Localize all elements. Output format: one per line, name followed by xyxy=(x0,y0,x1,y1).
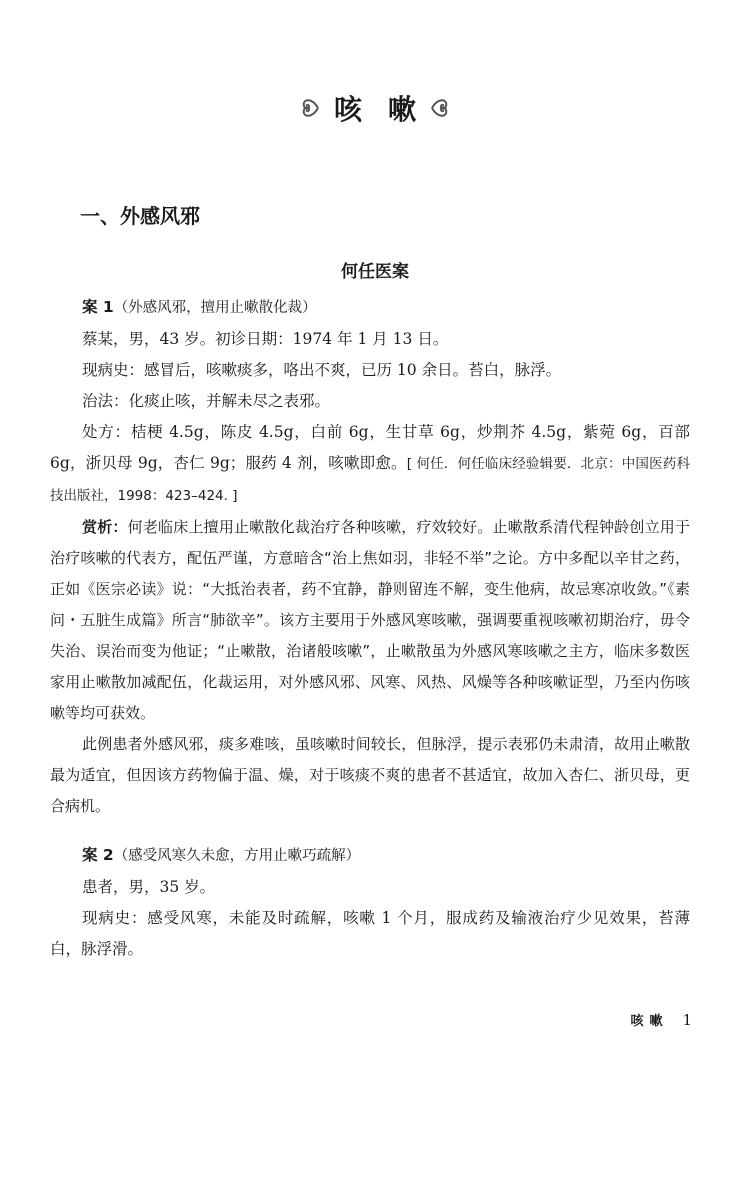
case2-history: 现病史：感受风寒，未能及时疏解，咳嗽 1 个月，服成药及输液治疗少见效果，苔薄白，脉浮滑。 xyxy=(50,909,690,958)
case1-method: 治法：化痰止咳，并解未尽之表邪。 xyxy=(82,392,331,410)
section-heading: 一、外感风邪 xyxy=(80,204,200,228)
case2-note: （感受风寒久未愈，方用止嗽巧疏解） xyxy=(113,848,361,864)
subsection-heading: 何任医案 xyxy=(341,262,409,282)
case2-patient: 患者，男，35 岁。 xyxy=(82,878,216,896)
commentary-text: 何老临床上擅用止嗽散化裁治疗各种咳嗽，疗效较好。止嗽散系清代程钟龄创立用于治疗咳嗽的代表方，配伍严谨，方意暗含“治上焦如羽，非轻不举”之论。方中多配以辛甘之药，正如《医宗必读》说：“大抵治表者，药不宜静，静则留连不解，变生他病，故忌寒凉收敛。”《素问・五脏生成篇》所言“肺欲辛”。该方主要用于外感风寒咳嗽，强调要重视咳嗽初期治疗，毋令失治、误治而变为他证；“止嗽散，治诸般咳嗽”，止嗽散虽为外感风寒咳嗽之主方，临床多数医家用止嗽散加减配伍，化裁运用，对外感风邪、风寒、风热、风燥等各种咳嗽证型，乃至内伤咳嗽等均可获效。 xyxy=(50,518,690,722)
case1-block xyxy=(50,292,690,965)
case1-label: 案 1 xyxy=(82,298,114,316)
right-ornament-icon xyxy=(430,93,452,123)
page-number: 1 xyxy=(682,1011,692,1029)
case1-commentary xyxy=(50,512,690,729)
case1-patient: 蔡某，男，43 岁。初诊日期：1974 年 1 月 13 日。 xyxy=(82,330,449,348)
case1-prescription xyxy=(50,417,690,512)
chapter-title: 咳嗽 xyxy=(333,93,442,126)
case1-heading xyxy=(50,292,690,324)
case1-commentary2: 此例患者外感风邪，痰多难咳，虽咳嗽时间较长，但脉浮，提示表邪仍未肃清，故用止嗽散最为适宜，但因该方药物偏于温、燥，对于咳痰不爽的患者不甚适宜，故加入杏仁、浙贝母，更合病机。 xyxy=(50,735,690,815)
case2-heading xyxy=(50,840,690,872)
case2-label: 案 2 xyxy=(82,846,114,864)
case1-reference: [ 何任．何任临床经验辑要．北京：中国医药科技出版社，1998：423–424. ] xyxy=(50,456,690,504)
case1-history: 现病史：感冒后，咳嗽痰多，咯出不爽，已历 10 余日。苔白，脉浮。 xyxy=(82,361,562,379)
footer-title: 咳嗽 xyxy=(630,1014,669,1029)
page-footer xyxy=(630,1010,692,1029)
chapter-title-block xyxy=(0,88,750,128)
left-ornament-icon xyxy=(298,93,320,123)
case1-prescription-text: 处方：桔梗 4.5g，陈皮 4.5g，白前 6g，生甘草 6g，炒荆芥 4.5g，紫菀 6g，百部 6g，浙贝母 9g，杏仁 9g；服药 4 剂，咳嗽即愈。 xyxy=(50,423,690,472)
commentary-label: 赏析： xyxy=(82,518,128,536)
case1-note: （外感风邪，擅用止嗽散化裁） xyxy=(113,300,317,316)
